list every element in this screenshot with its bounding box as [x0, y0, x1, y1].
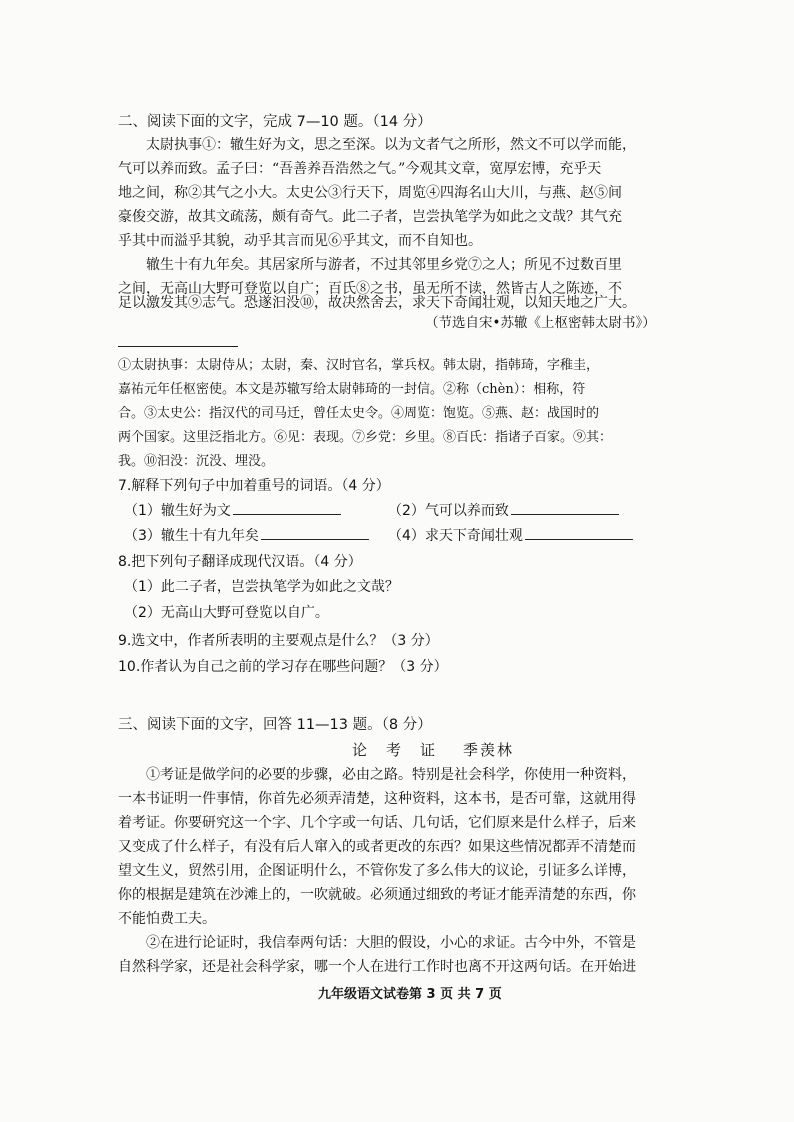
question-8-stem: 8.把下列句子翻译成现代汉语。（4 分） — [118, 554, 362, 570]
passage-line: 一本书证明一件事情，你首先必须弄清楚，这种资料，这本书，是否可靠，这就用得 — [118, 791, 636, 807]
question-8-item: （2）无高山大野可登览以自广。 — [124, 605, 329, 621]
footnote-divider — [118, 346, 238, 347]
question-8-item: （1）此二子者，岂尝执笔学为如此之文哉？ — [124, 579, 399, 595]
passage-line: 地之间，称②其气之小大。太史公③行天下，周览④四海名山大川，与燕、赵⑤间 — [118, 185, 622, 201]
answer-blank[interactable] — [511, 502, 619, 515]
passage-line: 气可以养而致。孟子曰：“吾善养吾浩然之气。”今观其文章，宽厚宏博，充乎天 — [118, 161, 602, 177]
passage-line: 豪俊交游，故其文疏荡，颇有奇气。此二子者，岂尝执笔学为如此之文哉？其气充 — [118, 209, 622, 225]
passage-line: 自然科学家，还是社会科学家，哪一个人在进行工作时也离不开这两句话。在开始进 — [118, 959, 636, 975]
question-10: 10.作者认为自己之前的学习存在哪些问题？（3 分） — [118, 659, 448, 675]
page-footer: 九年级语文试卷第 3 页 共 7 页 — [318, 987, 502, 1002]
answer-blank[interactable] — [233, 502, 341, 515]
passage-line: 太尉执事①：辙生好为文，思之至深。以为文者气之所形，然文不可以学而能， — [146, 137, 636, 153]
passage-line: 乎其中而溢乎其貌，动乎其言而见⑥乎其文，而不自知也。 — [118, 233, 482, 249]
q7-item-text: （2）气可以养而致 — [388, 503, 509, 519]
passage-citation: （节选自宋•苏辙《上枢密韩太尉书》） — [425, 315, 656, 331]
section3-heading: 三、阅读下面的文字，回答 11—13 题。（8 分） — [118, 717, 432, 733]
article-title — [352, 741, 514, 760]
question-7-item — [388, 502, 619, 521]
footnote-line: 合。③太史公：指汉代的司马迁，曾任太史令。④周览：饱览。⑤燕、赵：战国时的 — [118, 406, 600, 421]
q7-item-text: （4）求天下奇闻壮观 — [388, 528, 523, 544]
footnote-line: ①太尉执事：太尉侍从；太尉，秦、汉时官名，掌兵权。韩太尉，指韩琦，字稚圭， — [118, 358, 600, 373]
section2-heading: 二、阅读下面的文字，完成 7—10 题。（14 分） — [118, 114, 432, 130]
passage-line: ①考证是做学问的必要的步骤，必由之路。特别是社会科学，你使用一种资料， — [146, 767, 636, 783]
passage-line: 辙生十有九年矣。其居家所与游者，不过其邻里乡党⑦之人；所见不过数百里 — [146, 257, 622, 273]
question-7-stem: 7.解释下列句子中加着重号的词语。（4 分） — [118, 478, 390, 494]
passage-line: ②在进行论证时，我信奉两句话：大胆的假设，小心的求证。古今中外，不管是 — [146, 935, 636, 951]
passage-line: 你的根据是建筑在沙滩上的，一吹就破。必须通过细致的考证才能弄清楚的东西，你 — [118, 887, 636, 903]
passage-line: 着考证。你要研究这一个字、几个字或一句话、几句话，它们原来是什么样子，后来 — [118, 815, 636, 831]
question-7-item — [124, 527, 369, 546]
passage-line: 不能怕费工夫。 — [118, 911, 216, 927]
passage-line: 又变成了什么样子，有没有后人窜入的或者更改的东西？如果这些情况都弄不清楚而 — [118, 839, 636, 855]
footnote-line: 我。⑩汩没：沉没、埋没。 — [118, 454, 275, 469]
passage-line: 之间，无高山大野可登览以自广；百氏⑧之书，虽无所不读，然皆古人之陈迹，不 — [118, 281, 622, 297]
answer-blank[interactable] — [261, 527, 369, 540]
question-7-item — [124, 502, 341, 521]
passage-line: 足以激发其⑨志气。恐遂汩没⑩，故决然舍去，求天下奇闻壮观，以知天地之广大。 — [118, 295, 636, 311]
answer-blank[interactable] — [525, 527, 633, 540]
article-title-text: 论 考 证 — [352, 741, 438, 759]
question-7-item — [388, 527, 633, 546]
footnote-line: 两个国家。这里泛指北方。⑥见：表现。⑦乡党：乡里。⑧百氏：指诸子百家。⑨其： — [118, 430, 613, 445]
q7-item-text: （1）辙生好为文 — [124, 503, 231, 519]
passage-line: 望文生义，贸然引用，企图证明什么，不管你发了多么伟大的议论，引证多么详博， — [118, 863, 636, 879]
footnote-line: 嘉祐元年任枢密使。本文是苏辙写给太尉韩琦的一封信。②称（chèn）：相称，符 — [118, 382, 586, 397]
question-9: 9.选文中，作者所表明的主要观点是什么？（3 分） — [118, 633, 439, 649]
q7-item-text: （3）辙生十有九年矣 — [124, 528, 259, 544]
article-author: 季羡林 — [463, 741, 515, 759]
